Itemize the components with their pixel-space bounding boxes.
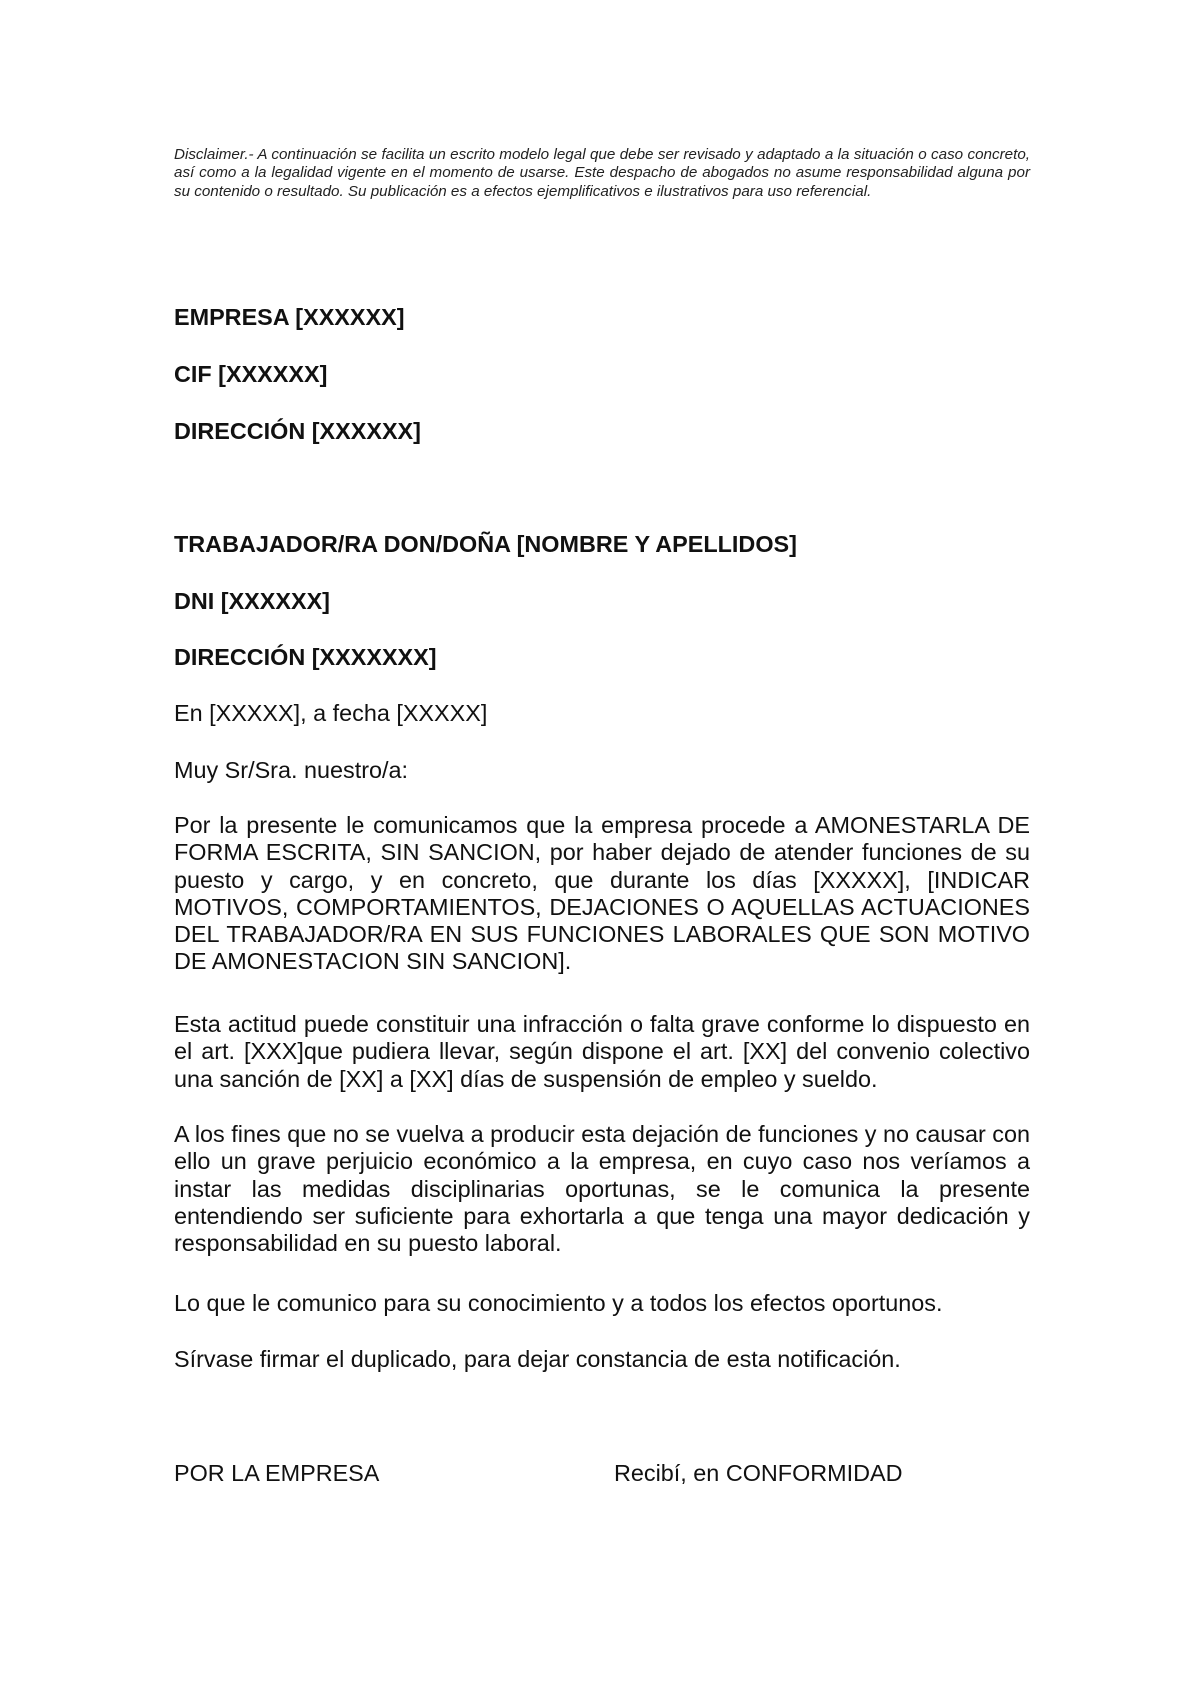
signature-company-label: POR LA EMPRESA (174, 1460, 380, 1486)
worker-dni: DNI [XXXXXX] (174, 588, 330, 614)
paragraph-infraction: Esta actitud puede constituir una infracción o falta grave conforme lo dispuesto en el art. [XXX]que pudiera llevar, según dispone el art. [XX] del convenio colectivo una sanción de [XX] a [XX] días de suspensión de empleo y sueldo. (174, 1011, 1030, 1092)
paragraph-purpose: A los fines que no se vuelva a producir esta dejación de funciones y no causar con ello un grave perjuicio económico a la empresa, en cuyo caso nos veríamos a instar las medidas disciplinarias oportunas, se le comunica la presente entendiendo ser suficiente para exhortarla a que tenga una mayor dedicación y responsabilidad en su puesto laboral. (174, 1121, 1030, 1257)
worker-name: TRABAJADOR/RA DON/DOÑA [NOMBRE Y APELLIDOS] (174, 531, 797, 557)
company-address: DIRECCIÓN [XXXXXX] (174, 418, 421, 444)
worker-address: DIRECCIÓN [XXXXXXX] (174, 644, 437, 670)
place-date: En [XXXXX], a fecha [XXXXX] (174, 700, 488, 726)
company-name: EMPRESA [XXXXXX] (174, 304, 405, 330)
paragraph-sign-request: Sírvase firmar el duplicado, para dejar constancia de esta notificación. (174, 1346, 901, 1372)
greeting: Muy Sr/Sra. nuestro/a: (174, 757, 408, 783)
paragraph-communication: Lo que le comunico para su conocimiento y a todos los efectos oportunos. (174, 1290, 943, 1316)
signature-worker-label: Recibí, en CONFORMIDAD (614, 1460, 903, 1486)
paragraph-warning: Por la presente le comunicamos que la empresa procede a AMONESTARLA DE FORMA ESCRITA, SIN SANCION, por haber dejado de atender funciones de su puesto y cargo, y en concreto, que durante los días [XXXXX], [INDICAR MOTIVOS, COMPORTAMIENTOS, DEJACIONES O AQUELLAS ACTUACIONES DEL TRABAJADOR/RA EN SUS FUNCIONES LABORALES QUE SON MOTIVO DE AMONESTACION SIN SANCION]. (174, 812, 1030, 975)
company-cif: CIF [XXXXXX] (174, 361, 328, 387)
disclaimer-text: Disclaimer.- A continuación se facilita un escrito modelo legal que debe ser revisado y adaptado a la situación o caso concreto, así como a la legalidad vigente en el momento de usarse. Este despacho de abogados no asume responsabilidad alguna por su contenido o resultado. Su publicación es a efectos ejemplificativos e ilustrativos para uso referencial. (174, 146, 1030, 200)
